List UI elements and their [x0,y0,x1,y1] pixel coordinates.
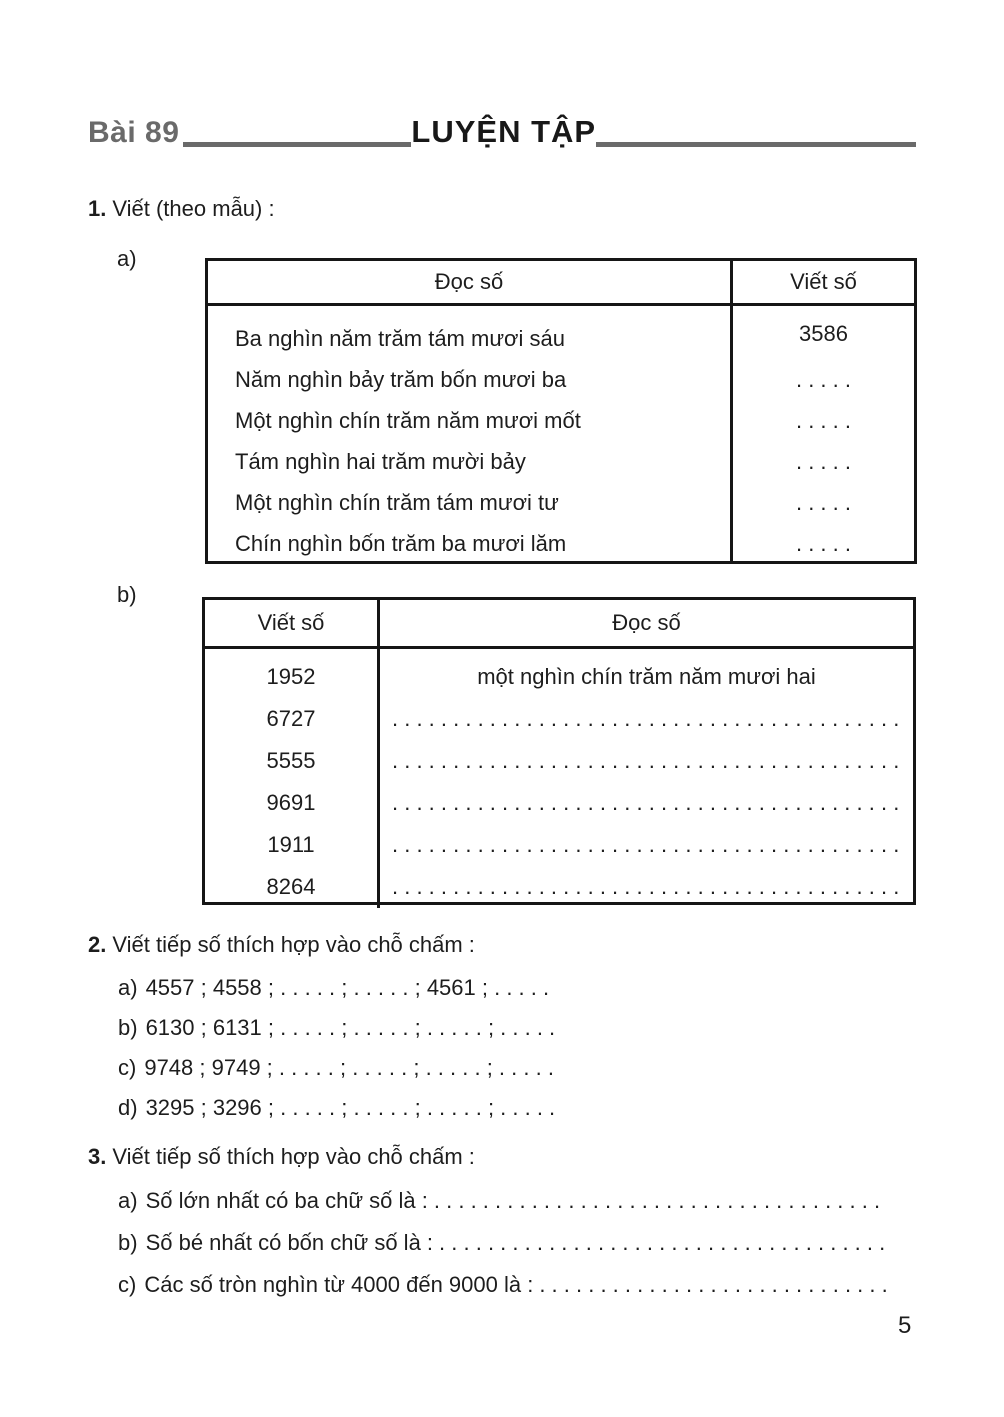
sequence-line [118,968,914,1008]
fill-in-blank: . . . . . . . . . . . . . . . . . . . . . . . . . . . . . [539,1272,888,1297]
item-label: c) [118,1055,137,1080]
table-b-header-row [205,600,913,649]
part-b-label: b) [117,582,137,607]
header-rule-left [183,142,411,147]
header-rule-right [596,142,916,147]
fill-in-line [118,1222,914,1264]
table-a-header-row [208,261,914,306]
table-cell-blank: . . . . . . . . . . . . . . . . . . . . . . . . . . . . . . . . . . . . . . . . . . [392,790,900,815]
fill-in-line [118,1180,914,1222]
table-cell-blank: . . . . . . . . . . . . . . . . . . . . . . . . . . . . . . . . . . . . . . . . . . [392,874,900,899]
exercise3-prompt [88,1144,475,1170]
table-row: Tám nghìn hai trăm mười bảy [235,448,526,474]
table-write-to-read [202,597,916,905]
table-b-read-column [380,649,913,908]
exercise1-prompt-text: Viết (theo mẫu) : [112,196,275,221]
sequence-line [118,1088,914,1128]
lesson-number: Bài 89 [88,116,180,149]
table-cell-blank: . . . . . . . . . . . . . . . . . . . . . . . . . . . . . . . . . . . . . . . . . . [392,748,900,773]
exercise2-number: 2. [88,932,107,957]
exercise2-prompt [88,932,475,958]
table-a-header-write: Viết số [790,269,857,294]
table-cell-value: 6727 [266,706,316,731]
table-a-write-column [733,306,914,564]
item-label: d) [118,1095,138,1120]
table-a-read-column [208,306,733,564]
table-read-to-write [205,258,917,564]
item-label: a) [118,1188,138,1213]
table-row: Năm nghìn bảy trăm bốn mươi ba [235,366,567,392]
table-cell-blank: . . . . . . . . . . . . . . . . . . . . . . . . . . . . . . . . . . . . . . . . . . [392,706,900,731]
table-row: Chín nghìn bốn trăm ba mươi lăm [235,530,567,556]
fill-in-text: Số bé nhất có bốn chữ số là : [145,1230,434,1255]
item-label: c) [118,1272,137,1297]
exercise1-number: 1. [88,196,107,221]
page-header [88,114,916,150]
table-cell-value: 8264 [266,874,316,899]
fill-in-line [118,1264,914,1306]
exercise2-items [118,968,914,1128]
table-cell-blank: . . . . . [795,530,851,556]
sequence-text: 4557 ; 4558 ; . . . . . ; . . . . . ; 4561 ; . . . . . [145,975,550,1000]
table-row: Ba nghìn năm trăm tám mươi sáu [235,325,565,351]
table-b-write-column [205,649,380,908]
table-cell-value: 1911 [267,832,315,857]
table-b-header-write: Viết số [205,600,380,646]
fill-in-text: Số lớn nhất có ba chữ số là : [145,1188,428,1213]
table-row: Một nghìn chín trăm năm mươi mốt [235,407,581,433]
table-cell-value: 5555 [266,748,316,773]
table-a-body [208,306,914,564]
fill-in-blank: . . . . . . . . . . . . . . . . . . . . . . . . . . . . . . . . . . . . . [439,1230,886,1255]
exercise2-prompt-text: Viết tiếp số thích hợp vào chỗ chấm : [112,932,475,957]
item-label: b) [118,1230,138,1255]
table-b-header-read: Đọc số [612,610,681,635]
table-a-header-read: Đọc số [208,261,733,303]
table-row: Một nghìn chín trăm tám mươi tư [235,489,559,515]
table-cell-blank: . . . . . [795,366,851,392]
page-number: 5 [898,1312,912,1339]
part-a-label: a) [117,246,137,271]
table-b-body [205,649,913,908]
table-cell-value: 1952 [266,664,316,689]
sequence-line [118,1008,914,1048]
table-cell-blank: . . . . . . . . . . . . . . . . . . . . . . . . . . . . . . . . . . . . . . . . . . [392,832,900,857]
table-cell-value: 9691 [266,790,316,815]
page-title: LUYỆN TẬP [411,114,597,149]
sequence-text: 3295 ; 3296 ; . . . . . ; . . . . . ; . . . . . ; . . . . . [145,1095,556,1120]
table-cell-value: 3586 [799,321,848,346]
sequence-text: 6130 ; 6131 ; . . . . . ; . . . . . ; . . . . . ; . . . . . [145,1015,556,1040]
sequence-line [118,1048,914,1088]
sequence-text: 9748 ; 9749 ; . . . . . ; . . . . . ; . . . . . ; . . . . . [144,1055,554,1080]
item-label: b) [118,1015,138,1040]
table-cell-blank: . . . . . [795,407,851,433]
fill-in-blank: . . . . . . . . . . . . . . . . . . . . . . . . . . . . . . . . . . . . . [433,1188,881,1213]
exercise3-prompt-text: Viết tiếp số thích hợp vào chỗ chấm : [112,1144,475,1169]
table-cell-reading: một nghìn chín trăm năm mươi hai [477,664,816,689]
exercise3-items [118,1180,914,1306]
table-cell-blank: . . . . . [795,489,851,515]
table-cell-blank: . . . . . [795,448,851,474]
exercise3-number: 3. [88,1144,107,1169]
fill-in-text: Các số tròn nghìn từ 4000 đến 9000 là : [144,1272,534,1297]
item-label: a) [118,975,138,1000]
exercise1-prompt [88,196,275,222]
